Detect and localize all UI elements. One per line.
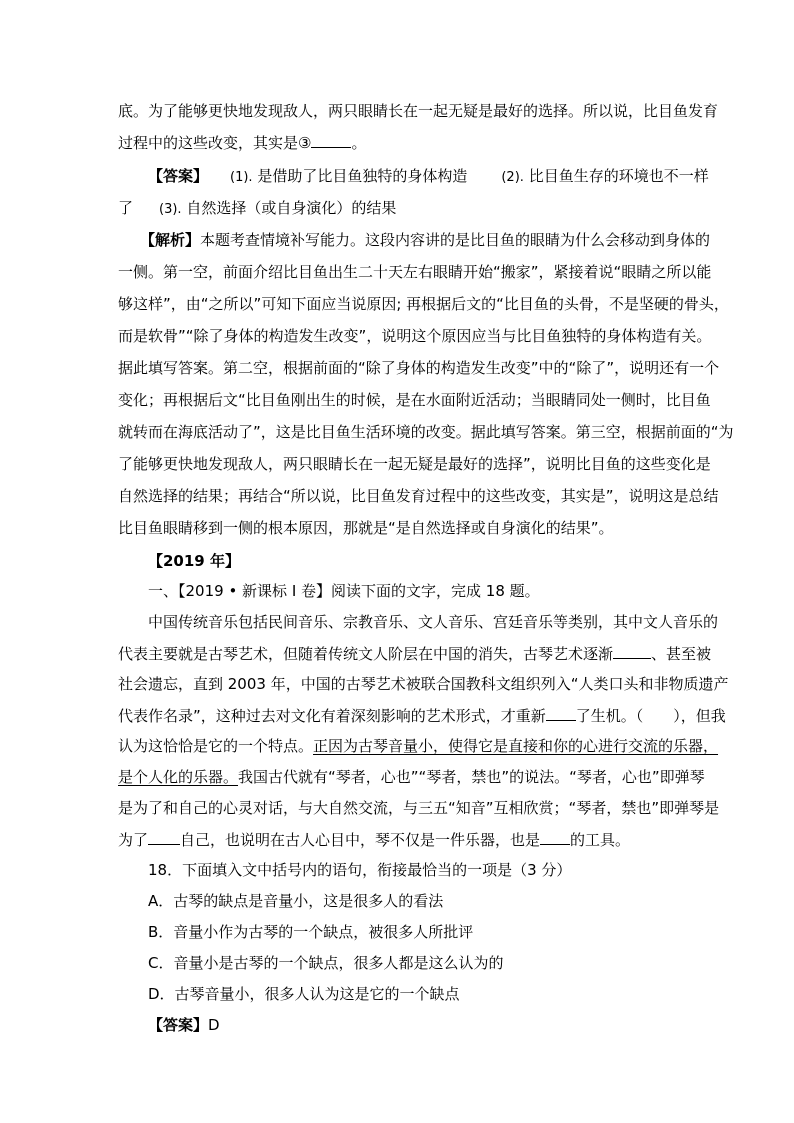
option-b: B．音量小作为古琴的一个缺点，被很多人所批评	[148, 923, 474, 941]
answer-value: D	[208, 1016, 220, 1034]
option-a: A．古琴的缺点是音量小，这是很多人的看法	[148, 892, 444, 910]
year-heading: 【2019 年】	[148, 552, 240, 570]
answer-line	[148, 1015, 220, 1035]
fill-blank	[546, 705, 576, 721]
analysis-line: 就转而在海底活动了”，这是比目鱼生活环境的改变。据此填写答案。第三空，根据前面的“为	[118, 423, 734, 441]
passage-line: 社会遗忘，直到 2003 年，中国的古琴艺术被联合国教科文组织列入“人类口头和非物质遗产	[118, 675, 729, 693]
question-intro: 一、【2019 • 新课标 I 卷】阅读下面的文字，完成 18 题。	[148, 582, 540, 600]
passage-line: 代表主要就是古琴艺术，但随着传统文人阶层在中国的消失，古琴艺术逐渐 、甚至被	[118, 645, 712, 663]
passage-line: 是为了和自己的心灵对话，与大自然交流，与三五“知音”互相欣赏；“琴者，禁也”即弹琴是	[118, 799, 720, 817]
option-d: D．古琴音量小，很多人认为这是它的一个缺点	[148, 985, 460, 1003]
underlined-sentence: 正因为古琴音量小，使得它是直接和你的心进行交流的乐器，	[313, 737, 719, 755]
answer-line: 了 (3). 自然选择（或自身演化）的结果	[118, 199, 397, 217]
analysis-line: 够这样”，由“之所以”可知下面应当说原因; 再根据后文的“比目鱼的头骨，不是坚硬的骨头，	[118, 295, 729, 313]
fill-blank	[613, 643, 651, 659]
analysis-line: 比目鱼眼睛移到一侧的根本原因，那就是“是自然选择或自身演化的结果”。	[118, 519, 614, 537]
analysis-line: 据此填写答案。第二空，根据前面的“除了身体的构造发生改变”中的“除了”，说明还有一个	[118, 359, 720, 377]
analysis-line: 一侧。第一空，前面介绍比目鱼出生二十天左右眼睛开始“搬家”，紧接着说“眼睛之所以能	[118, 263, 712, 281]
text-line: 底。为了能够更快地发现敌人，两只眼睛长在一起无疑是最好的选择。所以说，比目鱼发育	[118, 102, 719, 120]
answer-line: 【答案】 (1). 是借助了比目鱼独特的身体构造 (2). 比目鱼生存的环境也不一样	[148, 167, 709, 185]
option-c: C．音量小是古琴的一个缺点，很多人都是这么认为的	[148, 954, 504, 972]
analysis-line: 【解析】本题考查情境补写能力。这段内容讲的是比目鱼的眼睛为什么会移动到身体的	[140, 231, 711, 249]
passage-line: 为了 自己，也说明在古人心目中，琴不仅是一件乐器，也是 的工具。	[118, 831, 631, 849]
analysis-line: 了能够更快地发现敌人，两只眼睛长在一起无疑是最好的选择”，说明比目鱼的这些变化是	[118, 455, 711, 473]
fill-blank	[148, 829, 180, 845]
question-stem: 18．下面填入文中括号内的语句，衔接最恰当的一项是（3 分）	[148, 861, 572, 879]
passage-line: 代表作名录”，这种过去对文化有着深刻影响的艺术形式，才重新 了生机。（ ），但我	[118, 707, 726, 725]
analysis-line: 变化；再根据后文“比目鱼刚出生的时候，是在水面附近活动；当眼睛同处一侧时，比目鱼	[118, 391, 711, 409]
answer-label: 【答案】	[148, 167, 209, 185]
answer-label: 【答案】	[148, 1016, 209, 1034]
analysis-line: 自然选择的结果；再结合“所以说，比目鱼发育过程中的这些改变，其实是”，说明这是总结	[118, 487, 719, 505]
fill-blank	[311, 132, 351, 148]
underlined-sentence: 是个人化的乐器。	[118, 768, 239, 786]
text-line: 过程中的这些改变，其实是③ 。	[118, 134, 367, 152]
passage-line: 中国传统音乐包括民间音乐、宗教音乐、文人音乐、宫廷音乐等类别，其中文人音乐的	[148, 613, 719, 631]
analysis-line: 而是软骨”“除了身体的构造发生改变”，说明这个原因应当与比目鱼独特的身体构造有关。	[118, 327, 712, 345]
passage-line: 认为这恰恰是它的一个特点。正因为古琴音量小，使得它是直接和你的心进行交流的乐器，	[118, 737, 719, 755]
fill-blank	[540, 829, 570, 845]
passage-line: 是个人化的乐器。我国古代就有“琴者，心也”“琴者，禁也”的说法。“琴者，心也”即弹琴	[118, 768, 705, 786]
analysis-label: 【解析】	[140, 231, 201, 249]
